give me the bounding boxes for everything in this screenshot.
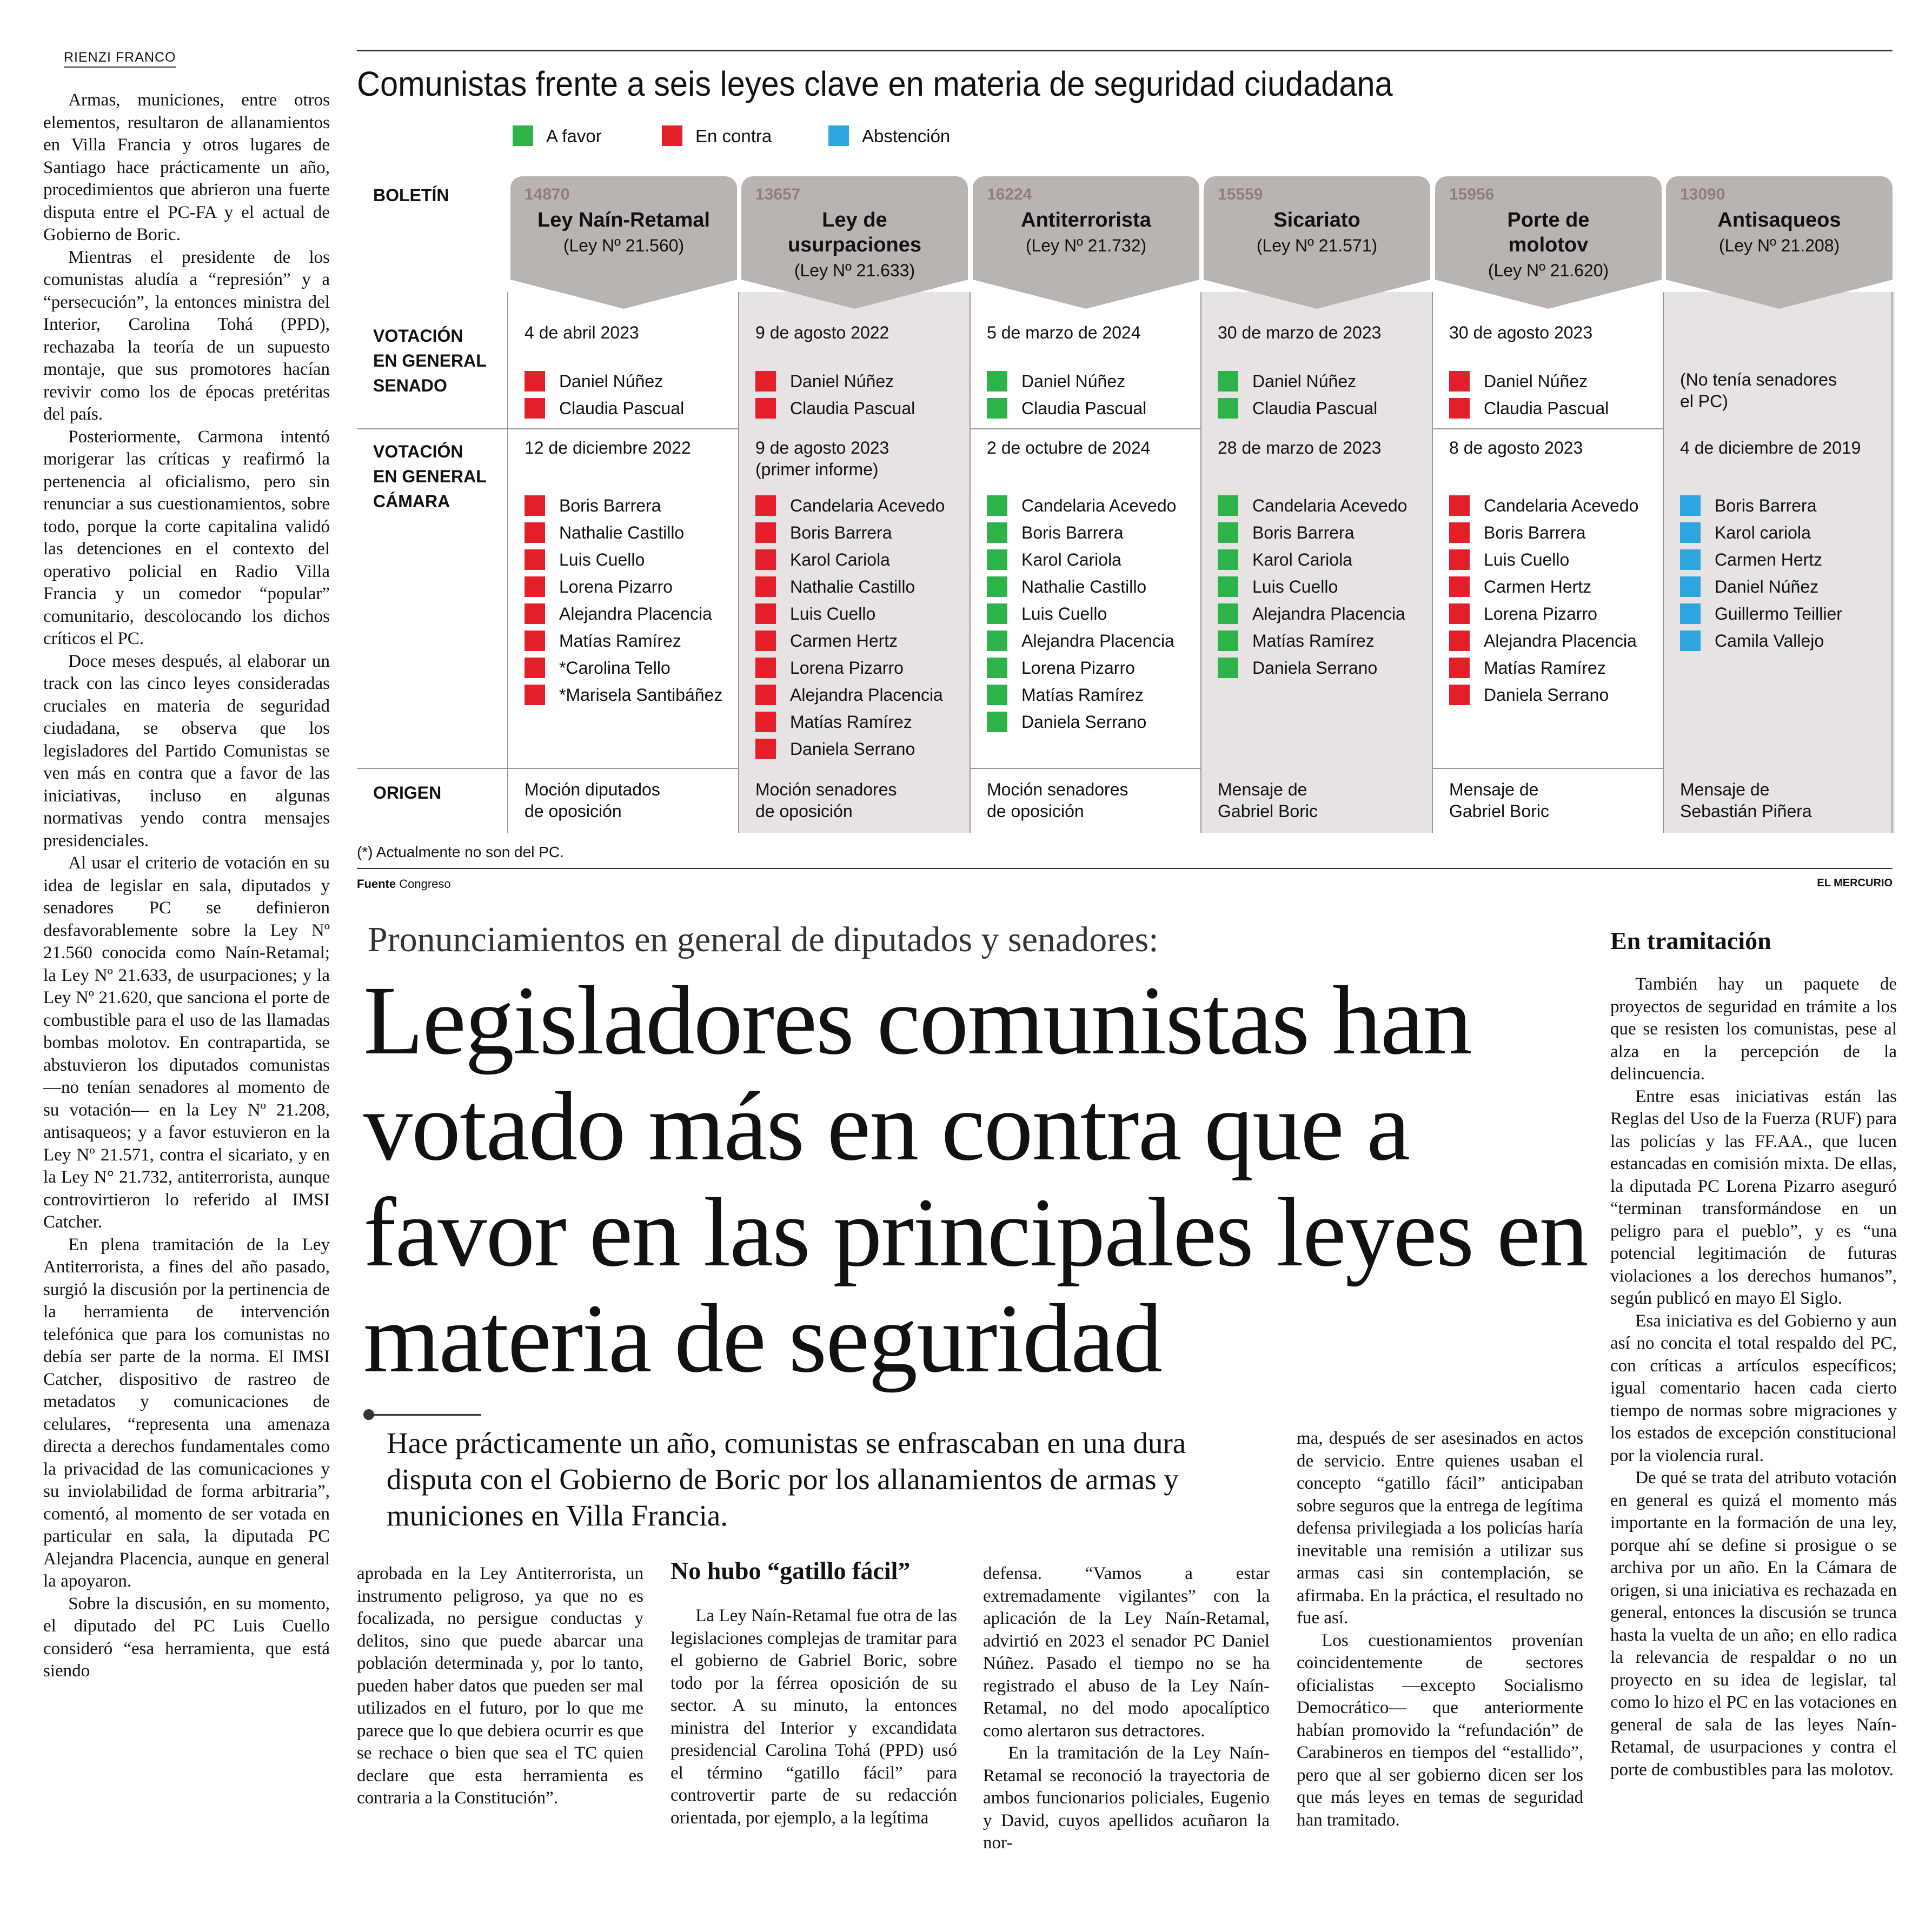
- law-name: Ley de usurpaciones: [787, 209, 922, 256]
- paragraph: Doce meses después, al elaborar un track con las cinco leyes consideradas cruciales en materia de seguridad ciudadana, se observa que los legisladores del Partido Comunistas se ven más en contra que a favor de las iniciativas, incluso en algunas normativas yendo contra mensajes presidenciales.: [43, 651, 330, 851]
- senado-date: 9 de agosto 2022: [755, 323, 889, 342]
- sidebar-text: [1610, 973, 1897, 1781]
- camara-vote: [1218, 519, 1355, 546]
- senado-vote: [1449, 368, 1588, 395]
- vote-square: [1680, 631, 1701, 651]
- senado-vote: [755, 368, 894, 395]
- camara-vote: [1449, 600, 1597, 627]
- law-boletin: 16224: [987, 185, 1032, 203]
- legislator-name: Candelaria Acevedo: [1484, 496, 1639, 515]
- vote-square: [525, 685, 545, 705]
- law-origin: Mensaje de Gabriel Boric: [1449, 780, 1549, 821]
- column-divider: [1432, 292, 1433, 833]
- law-origin: Mensaje de Gabriel Boric: [1218, 780, 1318, 821]
- deck-bullet: [363, 1409, 374, 1420]
- camara-date: 2 de octubre de 2024: [987, 438, 1151, 457]
- legend-label: Abstención: [862, 126, 951, 146]
- camara-vote: [755, 654, 904, 681]
- vote-square: [525, 549, 545, 570]
- legislator-name: Candelaria Acevedo: [1021, 496, 1177, 515]
- paragraph: En la tramitación de la Ley Naín-Retamal se reconoció la trayectoria de ambos funcionarios policiales, Eugenio y David, cuyos apellidos acuñaron la nor-: [983, 1743, 1270, 1853]
- vote-square: [755, 576, 776, 597]
- legislator-name: Carmen Hertz: [1715, 550, 1823, 569]
- vote-square: [1449, 549, 1470, 570]
- paragraph: Armas, municiones, entre otros elementos, resultaron de allanamientos en Villa Francia y otros lugares de Santiago hace prácticamente un año, procedimientos que abrieron una fuerte disputa entre el PC-FA y el actual de Gobierno de Boric.: [43, 90, 330, 244]
- legislator-name: Daniela Serrano: [1252, 658, 1378, 678]
- infographic-title: Comunistas frente a seis leyes clave en materia de seguridad ciudadana: [357, 64, 1393, 103]
- camara-vote: [1680, 519, 1811, 546]
- paragraph: De qué se trata del atributo votación en general es quizá el momento más importante en la formación de una ley, porque ahí se define si prosigue o se archiva por un año. En la Cámara de origen, si una iniciativa es rechazada en general, entonces la discusión se trunca hasta la vuelta de un año; en ello radica la relevancia de respaldar o no un proyecto en su idea de legislar, tal como lo hizo el PC en las votaciones en general de sala de las leyes Naín-Retamal, de usurpaciones y contra el porte de combustibles para las molotov.: [1610, 1468, 1897, 1780]
- legislator-name: Guillermo Teillier: [1715, 604, 1842, 623]
- vote-square: [987, 495, 1007, 516]
- vote-square: [525, 631, 545, 651]
- paragraph: También hay un paquete de proyectos de seguridad en trámite a los que se resisten los comunistas, pese al alza en la percepción de la delincuencia.: [1610, 974, 1897, 1084]
- senado-vote: [755, 395, 915, 422]
- vote-square: [987, 658, 1007, 678]
- camara-vote: [1449, 519, 1586, 546]
- paragraph: Sobre la discusión, en su momento, el diputado del PC Luis Cuello consideró “esa herramienta, que está siendo: [43, 1594, 330, 1681]
- paragraph: Esa iniciativa es del Gobierno y aun así no concita el total respaldo del PC, con críticas a artículos específicos; igual comentario hacen cada cierto tiempo de normas sobre migraciones y los estados de excepción constitucional por la violencia rural.: [1610, 1311, 1897, 1465]
- vote-square: [1449, 371, 1470, 392]
- vote-square: [755, 685, 776, 705]
- legislator-name: Luis Cuello: [1252, 577, 1338, 596]
- vote-square: [987, 603, 1007, 624]
- vote-square: [525, 658, 545, 678]
- row-label-boletin: BOLETÍN: [373, 185, 449, 205]
- legislator-name: Claudia Pascual: [1021, 399, 1147, 418]
- deck-rule: [368, 1414, 481, 1416]
- vote-square: [755, 495, 776, 516]
- legislator-name: Candelaria Acevedo: [1252, 496, 1407, 515]
- legislator-name: *Marisela Santibáñez: [559, 685, 723, 705]
- camara-date: 4 de diciembre de 2019: [1680, 438, 1861, 457]
- camara-vote: [987, 654, 1135, 681]
- camara-vote: [1680, 546, 1822, 573]
- camara-vote: [525, 654, 670, 681]
- senado-vote: [1449, 395, 1609, 422]
- camara-vote: [1449, 573, 1591, 600]
- column-a-text: aprobada en la Ley Antiterrorista, un instrumento peligroso, ya que no es focalizada, no persigue conductas y delitos, sino que puede abarcar una población determinada y, por lo tanto, pueden haber datos que pueden ser mal utilizados en el futuro, por lo que me parece que lo que debiera ocurrir es que se rechace o bien que sea el TC quien declare que esta herramienta es contraria a la Constitución”.: [357, 1564, 643, 1808]
- vote-square: [1449, 522, 1470, 543]
- column-divider: [507, 292, 508, 833]
- senado-vote: [525, 368, 663, 395]
- law-name: Porte de molotov: [1507, 209, 1590, 256]
- law-number: (Ley Nº 21.571): [1256, 236, 1378, 255]
- column-b-text: La Ley Naín-Retamal fue otra de las legislaciones complejas de tramitar para el gobierno de Gabriel Boric, sobre todo por la férrea oposición de su sector. A su minuto, la entonces ministra del Interior y excandidata presidencial Carolina Tohá (PPD) usó el término “gatillo fácil” para controvertir parte de su redacción orientada, por ejemplo, a la legítima: [670, 1606, 957, 1828]
- law-boletin: 13657: [755, 185, 801, 203]
- legislator-name: Alejandra Placencia: [1021, 631, 1174, 651]
- camara-date: 28 de marzo de 2023: [1218, 438, 1382, 457]
- camara-vote: [755, 735, 915, 762]
- vote-square: [755, 712, 776, 732]
- row-divider: [357, 768, 1893, 769]
- vote-square: [1218, 603, 1238, 624]
- legislator-name: Karol Cariola: [790, 550, 890, 569]
- vote-square: [1680, 603, 1701, 624]
- camara-vote: [755, 546, 890, 573]
- legislator-name: Claudia Pascual: [790, 399, 915, 418]
- vote-square: [1218, 371, 1238, 392]
- vote-square: [755, 549, 776, 570]
- vote-square: [1680, 549, 1701, 570]
- camara-vote: [755, 627, 898, 654]
- headline: Legisladores comunistas han votado más en contra que a favor en las principales leyes en materia de seguridad: [363, 966, 1588, 1393]
- vote-square: [1449, 603, 1470, 624]
- law-boletin: 15956: [1449, 185, 1495, 203]
- camara-vote: [1218, 600, 1405, 627]
- camara-vote: [525, 519, 684, 546]
- legislator-name: Boris Barrera: [559, 496, 661, 515]
- camara-vote: [1449, 654, 1606, 681]
- law-boletin: 13090: [1680, 185, 1725, 203]
- law-origin: Mensaje de Sebastián Piñera: [1680, 780, 1812, 821]
- legislator-name: Boris Barrera: [1484, 523, 1586, 542]
- legislator-name: Luis Cuello: [1484, 550, 1570, 569]
- vote-square: [987, 549, 1007, 570]
- vote-square: [987, 398, 1007, 419]
- legislator-name: Daniel Núñez: [790, 371, 894, 391]
- legislator-name: Lorena Pizarro: [1484, 604, 1597, 623]
- legislator-name: Lorena Pizarro: [1021, 658, 1135, 678]
- camara-vote: [1680, 492, 1817, 519]
- camara-date: 8 de agosto 2023: [1449, 438, 1583, 457]
- legislator-name: Daniel Núñez: [1021, 371, 1126, 391]
- legislator-name: Lorena Pizarro: [559, 577, 673, 596]
- vote-square: [755, 658, 776, 678]
- vote-square: [755, 398, 776, 419]
- column-divider: [738, 292, 739, 833]
- camara-vote: [755, 573, 915, 600]
- legislator-name: Alejandra Placencia: [1484, 631, 1637, 651]
- source-line: [357, 877, 451, 891]
- legislator-name: Alejandra Placencia: [1252, 604, 1405, 623]
- article-column-c: [983, 1563, 1270, 1855]
- camara-vote: [987, 573, 1146, 600]
- legislator-name: Claudia Pascual: [1252, 399, 1378, 418]
- legislator-name: Karol Cariola: [1252, 550, 1352, 569]
- vote-square: [987, 712, 1007, 732]
- legislator-name: Boris Barrera: [790, 523, 892, 542]
- vote-square: [525, 576, 545, 597]
- camara-date: 9 de agosto 2023: [755, 438, 889, 457]
- legislator-name: Karol cariola: [1715, 523, 1811, 542]
- senado-vote: [987, 395, 1146, 422]
- camara-vote: [525, 492, 661, 519]
- camara-vote: [755, 708, 912, 735]
- camara-vote: [1218, 654, 1377, 681]
- vote-square: [755, 371, 776, 392]
- legislator-name: Daniel Núñez: [1484, 371, 1588, 391]
- vote-square: [525, 522, 545, 543]
- paragraph: Entre esas iniciativas están las Reglas del Uso de la Fuerza (RUF) para las policías y las FF.AA., que lucen estancadas en comisión mixta. De ellas, la diputada PC Lorena Pizarro aseguró “terminan transformándose en un peligro para el pueblo”, y es “una potencial legitimación de futuras violaciones a los derechos humanos”, según publicó en mayo El Siglo.: [1610, 1086, 1897, 1308]
- legislator-name: Boris Barrera: [1715, 496, 1817, 515]
- legislator-name: Daniela Serrano: [1484, 685, 1609, 705]
- column-divider: [1663, 292, 1664, 833]
- legislator-name: Luis Cuello: [790, 604, 876, 623]
- senado-vote: [525, 395, 684, 422]
- camara-vote: [755, 600, 875, 627]
- legislator-name: Claudia Pascual: [1484, 399, 1609, 418]
- legislator-name: Nathalie Castillo: [790, 577, 915, 596]
- legislator-name: Daniel Núñez: [559, 371, 663, 391]
- paragraph: Al usar el criterio de votación en su idea de legislar en sala, diputados y senadores PC se definieron desfavorablemente sobre la Ley Nº 21.560 conocida como Naín-Retamal; la Ley Nº 21.633, de usurpaciones; y la Ley Nº 21.620, que sanciona el porte de combustible para el uso de las llamadas bombas molotov. En contrapartida, se abstuvieron los diputados comunistas —no tenían senadores al momento de su votación— en la Ley Nº 21.208, antisaqueos; y a favor estuvieron en la Ley Nº 21.571, contra el sicariato, y en la Ley N° 21.732, antiterrorista, aunque controvirtieron lo referido al IMSI Catcher.: [43, 853, 330, 1232]
- row-label-camara: VOTACIÓN EN GENERAL CÁMARA: [373, 442, 487, 511]
- camara-vote: [1680, 573, 1818, 600]
- camara-vote: [987, 492, 1176, 519]
- law-boletin: 15559: [1218, 185, 1263, 203]
- legislator-name: Luis Cuello: [1021, 604, 1107, 623]
- legislator-name: Daniela Serrano: [1021, 712, 1147, 732]
- vote-square: [525, 603, 545, 624]
- legend-item: [828, 124, 950, 148]
- camara-vote: [525, 681, 722, 708]
- law-number: (Ley Nº 21.732): [1025, 236, 1147, 255]
- column-divider: [1200, 292, 1201, 833]
- legislator-name: Matías Ramírez: [559, 631, 681, 651]
- vote-square: [987, 576, 1007, 597]
- paragraph: Mientras el presidente de los comunistas aludía a “represión” y a “persecución”, la entonces ministra del Interior, Carolina Tohá (PPD), rechazaba la teoría de un supuesto montaje, que sus promotores hacían revivir como los de épocas pretéritas del país.: [43, 247, 330, 424]
- vote-square: [1449, 576, 1470, 597]
- infographic-bottom-rule: [357, 868, 1893, 869]
- camara-vote: [987, 708, 1146, 735]
- camara-vote: [1218, 573, 1338, 600]
- camara-vote: [987, 681, 1144, 708]
- legislator-name: Carmen Hertz: [1484, 577, 1592, 596]
- law-number: (Ley Nº 21.560): [563, 236, 685, 255]
- row-label-origen: ORIGEN: [373, 783, 442, 802]
- vote-square: [1680, 522, 1701, 543]
- camara-vote: [525, 573, 673, 600]
- legend-swatch: [828, 125, 849, 146]
- camara-vote: [755, 492, 945, 519]
- camara-vote: [1449, 546, 1569, 573]
- legislator-name: Luis Cuello: [559, 550, 645, 569]
- vote-square: [525, 398, 545, 419]
- legislator-name: Carmen Hertz: [790, 631, 898, 651]
- footnote: (*) Actualmente no son del PC.: [357, 844, 564, 860]
- vote-square: [987, 631, 1007, 651]
- senado-date: 30 de marzo de 2023: [1218, 323, 1382, 342]
- vote-square: [755, 522, 776, 543]
- legislator-name: Daniela Serrano: [790, 739, 915, 759]
- camara-vote: [1218, 627, 1375, 654]
- vote-square: [1449, 398, 1470, 419]
- vote-square: [1449, 685, 1470, 705]
- deck: Hace prácticamente un año, comunistas se enfrascaban en una dura disputa con el Gobierno de Boric por los allanamientos de armas y municiones en Villa Francia.: [387, 1426, 1186, 1532]
- vote-square: [987, 685, 1007, 705]
- paragraph: defensa. “Vamos a estar extremadamente vigilantes” con la aplicación de la Ley Naín-Retamal, advirtió en 2023 el senador PC Daniel Núñez. Pasado el tiempo no se ha registrado el abuso de la Ley Naín-Retamal, no del modo apocalíptico como alertaron sus detractores.: [983, 1564, 1270, 1741]
- vote-square: [525, 495, 545, 516]
- senado-vote: [1218, 368, 1356, 395]
- legislator-name: Boris Barrera: [1252, 523, 1355, 542]
- camara-vote: [987, 627, 1174, 654]
- vote-square: [755, 603, 776, 624]
- vote-square: [1680, 576, 1701, 597]
- vote-square: [1218, 495, 1238, 516]
- senado-date: 4 de abril 2023: [525, 323, 639, 342]
- law-number: (Ley Nº 21.633): [794, 261, 915, 280]
- vote-square: [755, 631, 776, 651]
- law-origin: Moción senadores de oposición: [755, 780, 897, 821]
- camara-vote: [1680, 627, 1824, 654]
- legislator-name: Alejandra Placencia: [790, 685, 943, 705]
- credit: EL MERCURIO: [1817, 877, 1893, 889]
- legislator-name: Matías Ramírez: [1252, 631, 1375, 651]
- camara-vote: [1449, 627, 1637, 654]
- row-divider: [357, 428, 1893, 429]
- law-origin: Moción diputados de oposición: [525, 780, 660, 821]
- byline: RIENZI FRANCO: [64, 50, 176, 68]
- legend-item: [513, 124, 602, 148]
- camara-vote: [1218, 546, 1352, 573]
- legend-label: A favor: [546, 126, 602, 146]
- camara-vote: [755, 519, 892, 546]
- column-divider: [1891, 292, 1893, 833]
- camara-date: 12 de diciembre 2022: [525, 438, 691, 457]
- legend-label: En contra: [695, 126, 772, 146]
- paragraph: En plena tramitación de la Ley Antiterrorista, a fines del año pasado, surgió la discusión por la pertinencia de la herramienta de intervención telefónica que para los comunistas no debía ser parte de la norma. El IMSI Catcher, dispositivo de rastreo de metadatos y comunicaciones de celulares, “representa una amenaza directa a derechos fundamentales como la privacidad de las comunicaciones y su inviolabilidad de forma arbitraria”, comentó, al momento de ser votada en particular en sala, la diputada PC Alejandra Placencia, aunque en general la apoyaron.: [43, 1235, 330, 1591]
- vote-square: [525, 371, 545, 392]
- article-column-a: [357, 1563, 643, 1810]
- camara-vote: [525, 627, 681, 654]
- legislator-name: Matías Ramírez: [1484, 658, 1606, 678]
- legislator-name: Nathalie Castillo: [1021, 577, 1147, 596]
- law-boletin: 14870: [525, 185, 570, 203]
- camara-vote: [1218, 492, 1407, 519]
- camara-vote: [755, 681, 943, 708]
- legend-item: [662, 124, 772, 148]
- senado-date: 30 de agosto 2023: [1449, 323, 1593, 342]
- law-number: (Ley Nº 21.208): [1718, 236, 1840, 255]
- legislator-name: Lorena Pizarro: [790, 658, 904, 678]
- legislator-name: Matías Ramírez: [790, 712, 912, 732]
- left-column-text: [43, 89, 330, 1895]
- law-name: Ley Naín-Retamal: [537, 209, 710, 231]
- senado-date: 5 de marzo de 2024: [987, 323, 1141, 342]
- vote-square: [1218, 631, 1238, 651]
- legend-swatch: [662, 125, 682, 146]
- vote-square: [1680, 495, 1701, 516]
- vote-square: [1218, 522, 1238, 543]
- legend-swatch: [513, 125, 533, 146]
- article-column-b: [670, 1605, 957, 1829]
- camara-vote: [525, 546, 645, 573]
- vote-square: [1449, 631, 1470, 651]
- law-origin: Moción senadores de oposición: [987, 780, 1128, 821]
- legislator-name: Alejandra Placencia: [559, 604, 712, 623]
- camara-vote: [987, 519, 1124, 546]
- legislator-name: Candelaria Acevedo: [790, 496, 945, 515]
- paragraph: Posteriormente, Carmona intentó morigerar las críticas y reafirmó la pertenencia al oficialismo, pero sin renunciar a sus cuestionamientos, sobre todo, porque la corte capitalina validó las detenciones en el contexto del operativo policial en Radio Villa Francia y un comedor “popular” comunitario, descolocando los dichos críticos el PC.: [43, 427, 330, 648]
- camara-vote: [987, 600, 1107, 627]
- camara-vote: [1449, 681, 1609, 708]
- vote-square: [1449, 495, 1470, 516]
- vote-square: [987, 371, 1007, 392]
- vote-square: [1218, 576, 1238, 597]
- legislator-name: Matías Ramírez: [1021, 685, 1144, 705]
- legislator-name: Daniel Núñez: [1715, 577, 1819, 596]
- source-value: Congreso: [399, 877, 451, 891]
- law-name: Antiterrorista: [1021, 209, 1151, 231]
- law-number: (Ley Nº 21.620): [1488, 261, 1609, 280]
- legislator-name: Nathalie Castillo: [559, 523, 685, 542]
- infographic-top-rule: [357, 50, 1893, 51]
- source-label: Fuente: [357, 877, 396, 891]
- vote-square: [1218, 398, 1238, 419]
- legislator-name: Claudia Pascual: [559, 399, 685, 418]
- vote-square: [987, 522, 1007, 543]
- vote-square: [1218, 658, 1238, 678]
- paragraph: ma, después de ser asesinados en actos de servicio. Entre quienes usaban el concepto “gatillo fácil” anticipaban sobre seguros que la entrega de legítima defensa privilegiada a los policías haría inevitable una remisión a utilizar sus armas casi sin contemplación, se afirmaba. En la práctica, el resultado no fue así.: [1297, 1429, 1583, 1628]
- camara-vote: [525, 600, 712, 627]
- vote-square: [755, 739, 776, 759]
- legislator-name: Boris Barrera: [1021, 523, 1124, 542]
- camara-vote: [1680, 600, 1842, 627]
- law-name: Antisaqueos: [1717, 209, 1841, 231]
- legislator-name: Karol Cariola: [1021, 550, 1121, 569]
- legislator-name: Daniel Núñez: [1252, 371, 1357, 391]
- sidebar-title: En tramitación: [1610, 927, 1771, 954]
- vote-square: [1449, 658, 1470, 678]
- vote-square: [1218, 549, 1238, 570]
- senado-vote: [987, 368, 1125, 395]
- law-name: Sicariato: [1273, 209, 1360, 231]
- subhead-gatillo: No hubo “gatillo fácil”: [670, 1557, 911, 1584]
- camara-note: (primer informe): [755, 460, 879, 479]
- legislator-name: *Carolina Tello: [559, 658, 670, 678]
- camara-vote: [1449, 492, 1638, 519]
- senado-note: (No tenía senadores el PC): [1680, 370, 1837, 411]
- legislator-name: Camila Vallejo: [1715, 631, 1824, 651]
- camara-vote: [987, 546, 1121, 573]
- row-label-senado: VOTACIÓN EN GENERAL SENADO: [373, 326, 487, 395]
- senado-vote: [1218, 395, 1377, 422]
- kicker: Pronunciamientos en general de diputados y senadores:: [368, 920, 1159, 959]
- article-column-d: [1297, 1428, 1583, 1832]
- paragraph: Los cuestionamientos provenían coincidentemente de sectores oficialistas —excepto Socialismo Democrático— que anteriormente habían promovido la “refundación” de Carabineros en tiempos del “estallido”, pero que al ser gobierno dicen ser los que más leyes en temas de seguridad han tramitado.: [1297, 1630, 1583, 1830]
- column-divider: [970, 292, 971, 833]
